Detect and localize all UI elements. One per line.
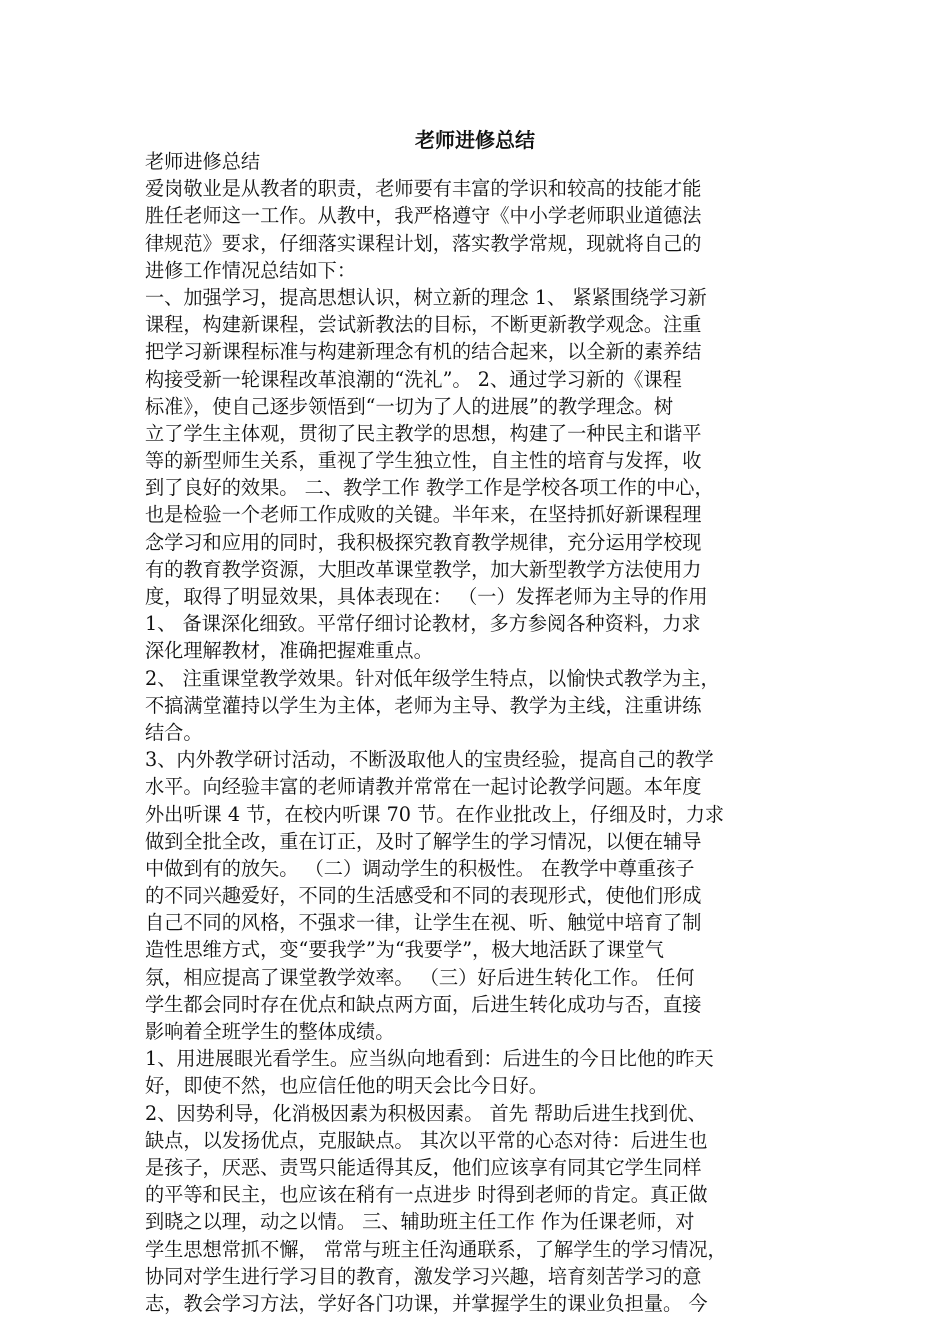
text-line: 好，即使不然，也应信任他的明天会比今日好。 (145, 1074, 548, 1098)
text-line: 有的教育教学资源，大胆改革课堂教学，加大新型教学方法使用力 (145, 557, 702, 581)
text-line: 1、用进展眼光看学生。应当纵向地看到：后进生的今日比他的昨天 (145, 1047, 714, 1071)
text-line: 念学习和应用的同时，我积极探究教育教学规律，充分运用学校现 (145, 530, 702, 554)
document-body (145, 148, 810, 1317)
text-line: 影响着全班学生的整体成绩。 (145, 1020, 395, 1043)
text-line: 等的新型师生关系，重视了学生独立性，自主性的培育与发挥，收 (145, 449, 702, 473)
text-line: 到了良好的效果。 二、教学工作 教学工作是学校各项工作的中心， (145, 476, 714, 500)
text-line: 水平。向经验丰富的老师请教并常常在一起讨论教学问题。本年度 (145, 775, 702, 799)
text-line: 到晓之以理，动之以情。 三、辅助班主任工作 作为任课老师，对 (145, 1210, 695, 1234)
text-line: 立了学生主体观，贯彻了民主教学的思想，构建了一种民主和谐平 (145, 421, 702, 445)
text-line: 中做到有的放矢。 （二）调动学生的积极性。 在教学中尊重孩子 (145, 856, 695, 880)
text-line: 做到全批全改，重在订正，及时了解学生的学习情况，以便在辅导 (145, 829, 702, 853)
text-line: 深化理解教材，准确把握难重点。 (145, 639, 433, 663)
text-line: 造性思维方式，变“要我学”为“我要学”，极大地活跃了课堂气 (145, 938, 664, 962)
text-line: 1、 备课深化细致。平常仔细讨论教材，多方参阅各种资料，力求 (145, 612, 701, 636)
text-line: 一、加强学习，提高思想认识，树立新的理念 1、 紧紧围绕学习新 (145, 285, 707, 309)
text-line: 缺点，以发扬优点，克服缺点。 其次以平常的心态对待：后进生也 (145, 1128, 708, 1152)
text-line: 协同对学生进行学习目的教育，激发学习兴趣，培育刻苦学习的意 (145, 1264, 702, 1288)
text-line: 不搞满堂灌持以学生为主体，老师为主导、教学为主线，注重讲练 (145, 693, 702, 717)
text-line: 也是检验一个老师工作成败的关键。半年来，在坚持抓好新课程理 (145, 503, 702, 527)
text-line: 志，教会学习方法，学好各门功课，并掌握学生的课业负担量。 今 (145, 1291, 708, 1315)
text-line: 外出听课 4 节，在校内听课 70 节。在作业批改上，仔细及时，力求 (145, 802, 725, 826)
text-line: 3、内外教学研讨活动，不断汲取他人的宝贵经验，提高自己的教学 (145, 748, 714, 772)
text-line: 构接受新一轮课程改革浪潮的“洗礼”。 2、通过学习新的《课程 (145, 367, 682, 391)
document-title: 老师进修总结 (415, 128, 535, 152)
text-line: 律规范》要求，仔细落实课程计划，落实教学常规，现就将自己的 (145, 231, 702, 255)
text-line: 的平等和民主，也应该在稍有一点进步 时得到老师的肯定。真正做 (145, 1183, 708, 1207)
text-line: 进修工作情况总结如下： (145, 258, 357, 282)
text-line: 课程，构建新课程，尝试新教法的目标，不断更新教学观念。注重 (145, 313, 702, 337)
text-line: 把学习新课程标准与构建新理念有机的结合起来，以全新的素养结 (145, 340, 702, 364)
text-line: 是孩子，厌恶、责骂只能适得其反，他们应该享有同其它学生同样 (145, 1155, 702, 1179)
text-line: 结合。 (145, 720, 203, 744)
text-line: 标准》，使自己逐步领悟到“一切为了人的进展”的教学理念。树 (145, 394, 674, 418)
text-line: 胜任老师这一工作。从教中，我严格遵守《中小学老师职业道德法 (145, 204, 702, 228)
text-line: 度，取得了明显效果，具体表现在： （一）发挥老师为主导的作用 (145, 585, 708, 608)
text-line: 的不同兴趣爱好，不同的生活感受和不同的表现形式，使他们形成 (145, 884, 702, 908)
text-line: 爱岗敬业是从教者的职责，老师要有丰富的学识和较高的技能才能 (145, 177, 702, 201)
text-line: 学生都会同时存在优点和缺点两方面，后进生转化成功与否，直接 (145, 992, 702, 1016)
text-line: 2、 注重课堂教学效果。针对低年级学生特点，以愉快式教学为主， (145, 666, 720, 690)
text-line: 氛，相应提高了课堂教学效率。 （三）好后进生转化工作。 任何 (145, 965, 695, 989)
text-line: 学生思想常抓不懈， 常常与班主任沟通联系，了解学生的学习情况， (145, 1237, 727, 1261)
text-line: 自己不同的风格，不强求一律，让学生在视、听、触觉中培育了制 (145, 911, 702, 935)
text-line: 老师进修总结 (145, 150, 261, 173)
text-line: 2、因势利导，化消极因素为积极因素。 首先 帮助后进生找到优、 (145, 1101, 707, 1125)
